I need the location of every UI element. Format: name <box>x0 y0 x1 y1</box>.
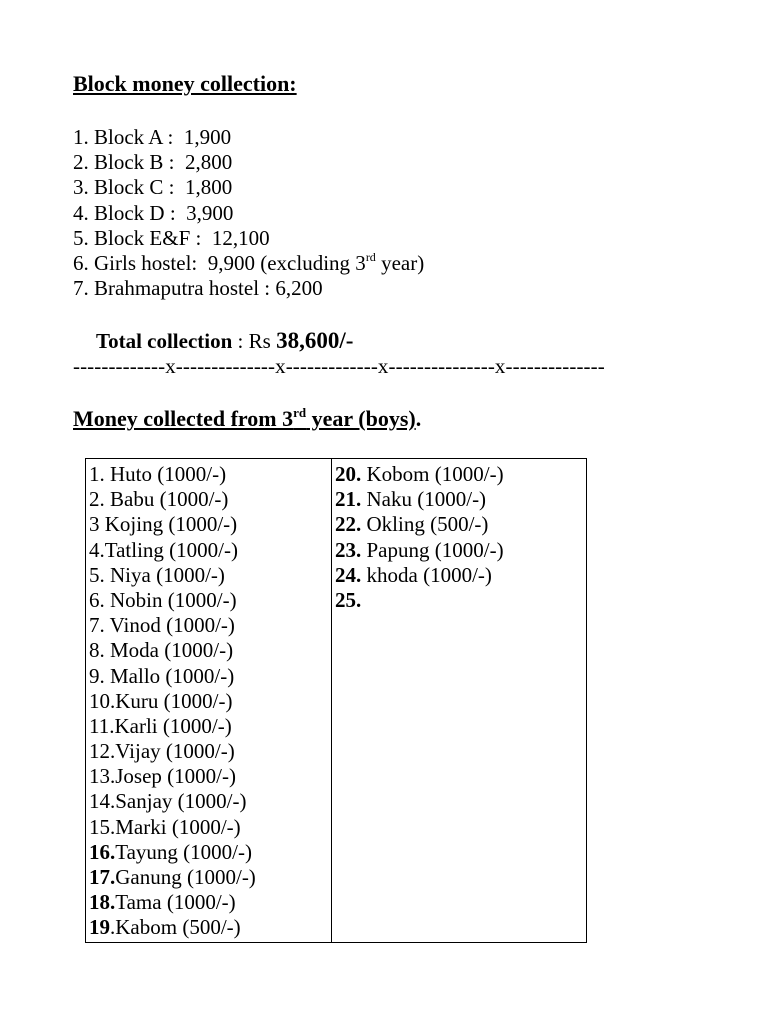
entry-number: 9. <box>89 663 105 688</box>
block-item-superscript: rd <box>365 249 376 264</box>
entry-name: Ganung (1000/-) <box>115 865 256 889</box>
list-item <box>335 512 586 537</box>
entry-name: Papung (1000/-) <box>361 537 504 562</box>
block-list-item: 4. Block D : 3,900 <box>73 200 234 225</box>
entry-number: 4. <box>89 537 105 562</box>
block-collection-list <box>73 125 424 301</box>
table-row <box>86 459 587 943</box>
entry-number: 25. <box>335 587 362 612</box>
list-item <box>89 890 331 915</box>
entry-number: 23. <box>335 537 362 562</box>
entry-number: 7. <box>89 613 105 638</box>
boys-collection-table <box>85 458 587 943</box>
entry-number: 17. <box>89 865 116 889</box>
block-item-text: 6. Girls hostel: 9,900 (excluding 3 <box>73 250 366 275</box>
list-item <box>89 764 331 789</box>
entry-number: 22. <box>335 512 362 537</box>
list-item <box>89 638 331 663</box>
list-item <box>89 487 331 512</box>
entry-name: Tama (1000/-) <box>115 890 236 915</box>
entry-name: Moda (1000/-) <box>104 638 234 663</box>
section-separator: -------------x--------------x-------------x---------------x-------------- <box>73 354 605 378</box>
block-list-item: 7. Brahmaputra hostel : 6,200 <box>73 276 323 301</box>
entry-number: 24. <box>335 562 362 587</box>
total-collection-separator: : Rs <box>232 329 277 353</box>
list-item <box>89 789 331 814</box>
list-item <box>89 462 331 487</box>
list-item <box>89 739 331 764</box>
block-list-item: 2. Block B : 2,800 <box>73 150 233 175</box>
entry-name: Okling (500/-) <box>361 512 489 537</box>
entry-name: Josep (1000/-) <box>115 764 236 789</box>
left-column-cell <box>86 459 332 943</box>
boys-collection-heading <box>73 405 421 433</box>
entry-name: Sanjay (1000/-) <box>115 789 247 814</box>
list-item <box>89 915 331 940</box>
block-list-item: 3. Block C : 1,800 <box>73 175 233 200</box>
entry-name: Vijay (1000/-) <box>115 739 235 764</box>
entry-number: 3 <box>89 512 100 537</box>
entry-number: 8. <box>89 638 105 663</box>
entry-name: Tatling (1000/-) <box>104 537 238 562</box>
entry-number: 18. <box>89 890 116 915</box>
list-item <box>89 689 331 714</box>
entry-name: Kobom (1000/-) <box>361 462 504 486</box>
entry-number: 1. <box>89 462 105 486</box>
entry-name: Huto (1000/-) <box>104 462 227 486</box>
entry-name: Mallo (1000/-) <box>104 663 235 688</box>
entry-name: Karli (1000/-) <box>114 713 232 738</box>
block-collection-title: Block money collection: <box>73 71 297 96</box>
list-item <box>89 588 331 613</box>
entry-name: Naku (1000/-) <box>361 487 487 512</box>
entry-number: 11. <box>89 713 115 738</box>
list-item <box>89 840 331 865</box>
entry-number: 13. <box>89 764 116 789</box>
list-item <box>335 563 586 588</box>
entry-name: .Kabom (500/-) <box>110 915 241 940</box>
entry-number: 6. <box>89 587 105 612</box>
entry-number: 10. <box>89 688 116 713</box>
list-item <box>89 815 331 840</box>
block-list-item: 5. Block E&F : 12,100 <box>73 225 270 250</box>
list-item <box>89 664 331 689</box>
total-collection-value: 38,600/- <box>276 328 354 353</box>
boys-collection-title <box>73 406 416 431</box>
list-item <box>89 714 331 739</box>
entry-name: Kuru (1000/-) <box>115 688 233 713</box>
entry-number: 21. <box>335 487 362 512</box>
entry-number: 15. <box>89 814 116 839</box>
total-collection-label: Total collection <box>96 329 233 353</box>
entry-number: 14. <box>89 789 116 814</box>
entry-name: Babu (1000/-) <box>104 487 229 512</box>
entry-number: 2. <box>89 487 105 512</box>
list-item <box>89 613 331 638</box>
entry-number: 16. <box>89 839 116 864</box>
entry-name: Kojing (1000/-) <box>99 512 238 537</box>
boys-title-pre: Money collected from 3 <box>73 406 294 431</box>
boys-title-sup: rd <box>293 404 307 420</box>
list-item <box>89 865 331 890</box>
list-item <box>335 462 586 487</box>
entry-name: Nobin (1000/-) <box>104 587 237 612</box>
list-item <box>335 588 586 613</box>
entry-number: 12. <box>89 739 116 764</box>
entry-name: Tayung (1000/-) <box>115 839 252 864</box>
boys-title-end: . <box>415 406 422 431</box>
list-item <box>335 487 586 512</box>
boys-title-post: year (boys) <box>306 406 416 431</box>
block-list-item <box>73 251 424 276</box>
list-item <box>335 538 586 563</box>
block-collection-heading <box>73 70 297 98</box>
entry-name: khoda (1000/-) <box>361 562 492 587</box>
list-item <box>89 563 331 588</box>
entry-number: 20. <box>335 462 362 486</box>
entry-number: 5. <box>89 562 105 587</box>
block-item-text-end: year) <box>375 250 425 275</box>
block-list-item: 1. Block A : 1,900 <box>73 125 232 149</box>
entry-name: Marki (1000/-) <box>115 814 241 839</box>
list-item <box>89 512 331 537</box>
total-collection-line <box>96 328 353 354</box>
entry-name: Niya (1000/-) <box>104 562 225 587</box>
list-item <box>89 538 331 563</box>
entry-name: Vinod (1000/-) <box>104 613 235 638</box>
right-column-cell <box>332 459 587 943</box>
entry-number: 19 <box>89 915 110 940</box>
